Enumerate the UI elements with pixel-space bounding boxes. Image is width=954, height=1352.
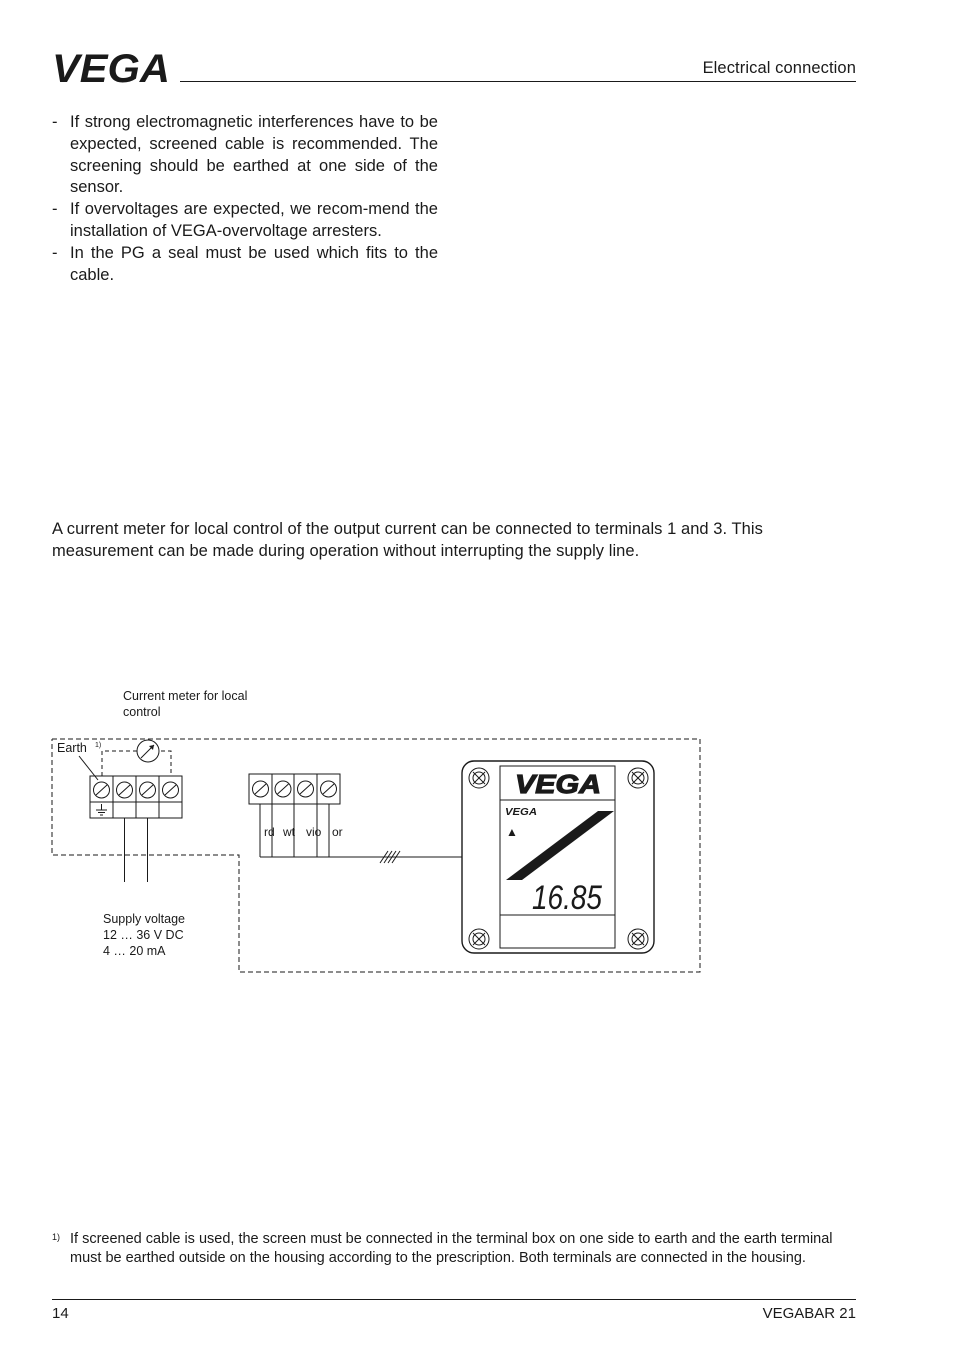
- terminal-block-2: [249, 774, 462, 863]
- bullet-marker: -: [52, 113, 58, 131]
- display-brand-small: VEGA: [505, 807, 537, 818]
- list-item: [52, 112, 438, 199]
- earth-label: Earth: [57, 741, 87, 755]
- earth-footnote-ref: 1): [95, 742, 102, 749]
- wire-label-or: or: [332, 825, 343, 839]
- logo-text: VEGA: [52, 50, 170, 86]
- wire-label-wt: wt: [283, 825, 295, 839]
- current-meter-label: Current meter for local: [123, 689, 248, 703]
- list-item: [52, 199, 438, 243]
- display-arrow: ▲: [506, 825, 518, 839]
- footnote-marker: 1): [52, 1232, 61, 1242]
- supply-voltage-label: Supply voltage: [103, 912, 186, 926]
- bullet-list: [52, 112, 438, 286]
- wiring-diagram: [48, 684, 708, 980]
- supply-current-range: 4 … 20 mA: [103, 944, 166, 958]
- wire-label-vio: vio: [306, 825, 322, 839]
- footer-rule: [52, 1299, 856, 1300]
- footnote-text: If screened cable is used, the screen must be connected in the terminal box on one side to earth and the earth terminal must be earthed outside on the housing according to the prescription. Both terminals are connected in the housing.: [70, 1231, 833, 1266]
- bullet-text: If strong electromagnetic interferences have to be expected, screened cable is recommended. The screening should be earthed at one side of the sensor.: [70, 113, 438, 197]
- current-meter-paragraph: A current meter for local control of the output current can be connected to terminals 1 and 3. This measurement can be made during operation without interrupting the supply line.: [52, 520, 763, 560]
- bullet-marker: -: [52, 243, 58, 262]
- bullet-text: If overvoltages are expected, we recom-mend the installation of VEGA-overvoltage arresters.: [70, 200, 438, 240]
- vega-logo: [52, 50, 172, 86]
- header-rule: [180, 81, 856, 82]
- display-brand: VEGA: [515, 769, 601, 799]
- terminal-block-1: [90, 776, 182, 882]
- display-bargraph: [506, 811, 614, 880]
- meter-loop: [102, 751, 171, 776]
- bullet-marker: -: [52, 200, 58, 219]
- supply-voltage-range: 12 … 36 V DC: [103, 928, 184, 942]
- footnote: [52, 1230, 852, 1268]
- page-number: 14: [52, 1305, 69, 1322]
- wire-label-rd: rd: [264, 825, 275, 839]
- display-reading: 16.85: [532, 879, 603, 917]
- current-meter-label-2: control: [123, 705, 161, 719]
- current-meter-icon: [137, 740, 159, 762]
- document-name: VEGABAR 21: [762, 1305, 856, 1322]
- list-item: [52, 243, 438, 287]
- section-title: Electrical connection: [702, 59, 856, 77]
- bullet-text: In the PG a seal must be used which fits to the cable.: [70, 243, 438, 284]
